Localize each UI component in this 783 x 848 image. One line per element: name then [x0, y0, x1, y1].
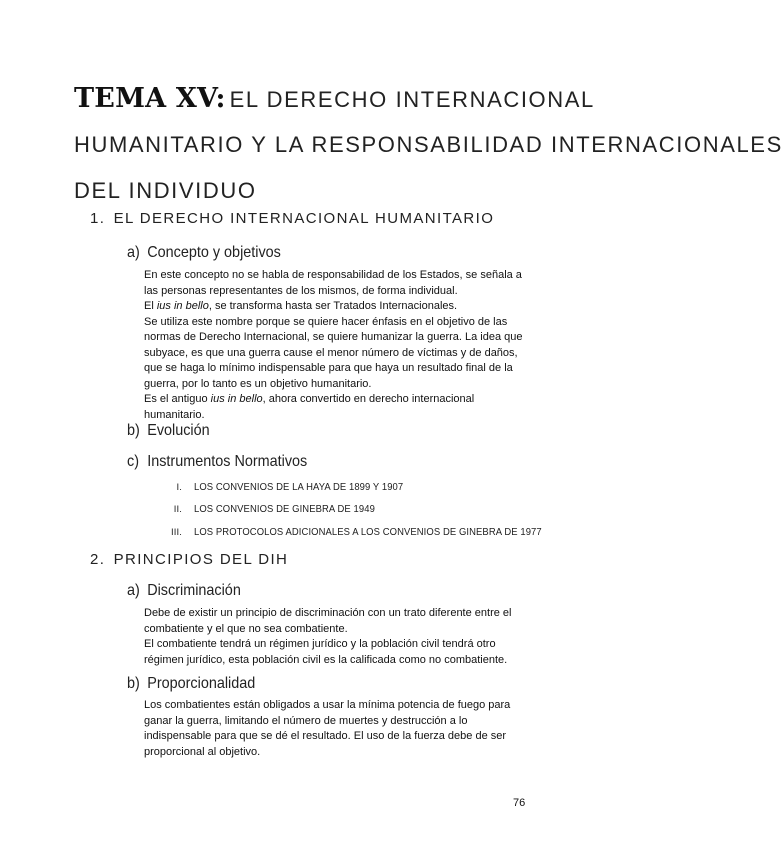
subsection-1b-heading [127, 422, 210, 440]
paragraph-line: guerra, por lo tanto es un objetivo humanitario. [144, 377, 372, 390]
paragraph-line: Los combatientes están obligados a usar la mínima potencia de fuego para [144, 699, 511, 711]
instrument-numeral: II. [173, 504, 182, 515]
subsection-1c-heading [127, 453, 307, 471]
subsection-2a-letter: a) [127, 582, 140, 599]
subsection-2a-title: Discriminación [147, 582, 241, 599]
subsection-2a-heading [127, 582, 241, 600]
instrument-numeral: I. [176, 482, 182, 493]
title-line-1 [74, 76, 595, 122]
subsection-1a-heading [127, 244, 281, 262]
title-bold-prefix: TEMA XV: [74, 83, 226, 114]
italic-term: ius in bello [156, 300, 209, 312]
italic-term: ius in bello [210, 393, 263, 405]
instrument-item [152, 526, 580, 538]
paragraph-line: las personas representantes de los mismos, de forma individual. [144, 284, 458, 297]
subsection-1c-letter: c) [127, 453, 139, 470]
subsection-1a-letter: a) [127, 244, 140, 261]
section-1-title: EL DERECHO INTERNACIONAL HUMANITARIO [113, 210, 495, 227]
section-1-number: 1. [90, 210, 106, 227]
page-title [74, 76, 783, 214]
subsection-1a-title: Concepto y objetivos [147, 244, 281, 261]
paragraph-line: Se utiliza este nombre porque se quiere hacer énfasis en el objetivo de las [144, 315, 508, 328]
paragraph-line: Es el antiguo ius in bello, ahora convertido en derecho internacional [144, 393, 475, 405]
section-1-heading [90, 210, 494, 227]
paragraph-line: Debe de existir un principio de discriminación con un trato diferente entre el [144, 607, 512, 619]
section-2-title: PRINCIPIOS DEL DIH [113, 551, 289, 568]
paragraph-line: En este concepto no se habla de responsabilidad de los Estados, se señala a [144, 269, 522, 281]
paragraph-line: humanitario. [144, 408, 205, 421]
subsection-1b-letter: b) [127, 422, 140, 439]
paragraph-line: El combatiente tendrá un régimen jurídico y la población civil tendrá otro [144, 638, 496, 650]
section-2-heading [90, 551, 288, 568]
instrument-text: LOS CONVENIOS DE GINEBRA DE 1949 [194, 503, 375, 515]
paragraph-line: que se haga lo mínimo indispensable para que haya un resultado final de la [144, 362, 513, 374]
subsection-2b-paragraph [144, 698, 534, 760]
instrument-text: LOS CONVENIOS DE LA HAYA DE 1899 Y 1907 [194, 481, 404, 493]
title-line-1-text: EL DERECHO INTERNACIONAL [229, 87, 595, 112]
page-number: 76 [513, 797, 526, 809]
paragraph-line: subyace, es que una guerra cause el menor número de víctimas y de daños, [144, 346, 518, 359]
section-2-number: 2. [90, 551, 106, 568]
paragraph-line: normas de Derecho Internacional, se quiere humanizar la guerra. La idea que [144, 331, 523, 343]
subsection-2a-paragraph [144, 606, 534, 668]
subsection-1c-title: Instrumentos Normativos [147, 453, 308, 470]
paragraph-line: combatiente y el que no sea combatiente. [144, 622, 348, 635]
paragraph-line: ganar la guerra, limitando el número de muertes y destrucción a lo [144, 714, 468, 727]
instrument-numeral: III. [171, 527, 182, 538]
paragraph-line: proporcional al objetivo. [144, 745, 261, 758]
paragraph-line: indispensable para que se dé el resultado. El uso de la fuerza debe de ser [144, 730, 507, 742]
paragraph-line: régimen jurídico, esta población civil es la calificada como no combatiente. [144, 653, 508, 666]
instrument-item [152, 481, 427, 493]
paragraph-line: El ius in bello, se transforma hasta ser Tratados Internacionales. [144, 300, 458, 312]
instrument-item [152, 503, 395, 515]
subsection-1a-paragraph [144, 268, 534, 423]
instrument-text: LOS PROTOCOLOS ADICIONALES A LOS CONVENIOS DE GINEBRA DE 1977 [194, 526, 542, 538]
title-line-2: HUMANITARIO Y LA RESPONSABILIDAD INTERNACIONALES [74, 132, 783, 157]
subsection-2b-letter: b) [127, 675, 140, 692]
title-line-3: DEL INDIVIDUO [74, 178, 257, 203]
subsection-2b-title: Proporcionalidad [147, 675, 256, 692]
subsection-1b-title: Evolución [147, 422, 210, 439]
subsection-2b-heading [127, 675, 255, 693]
